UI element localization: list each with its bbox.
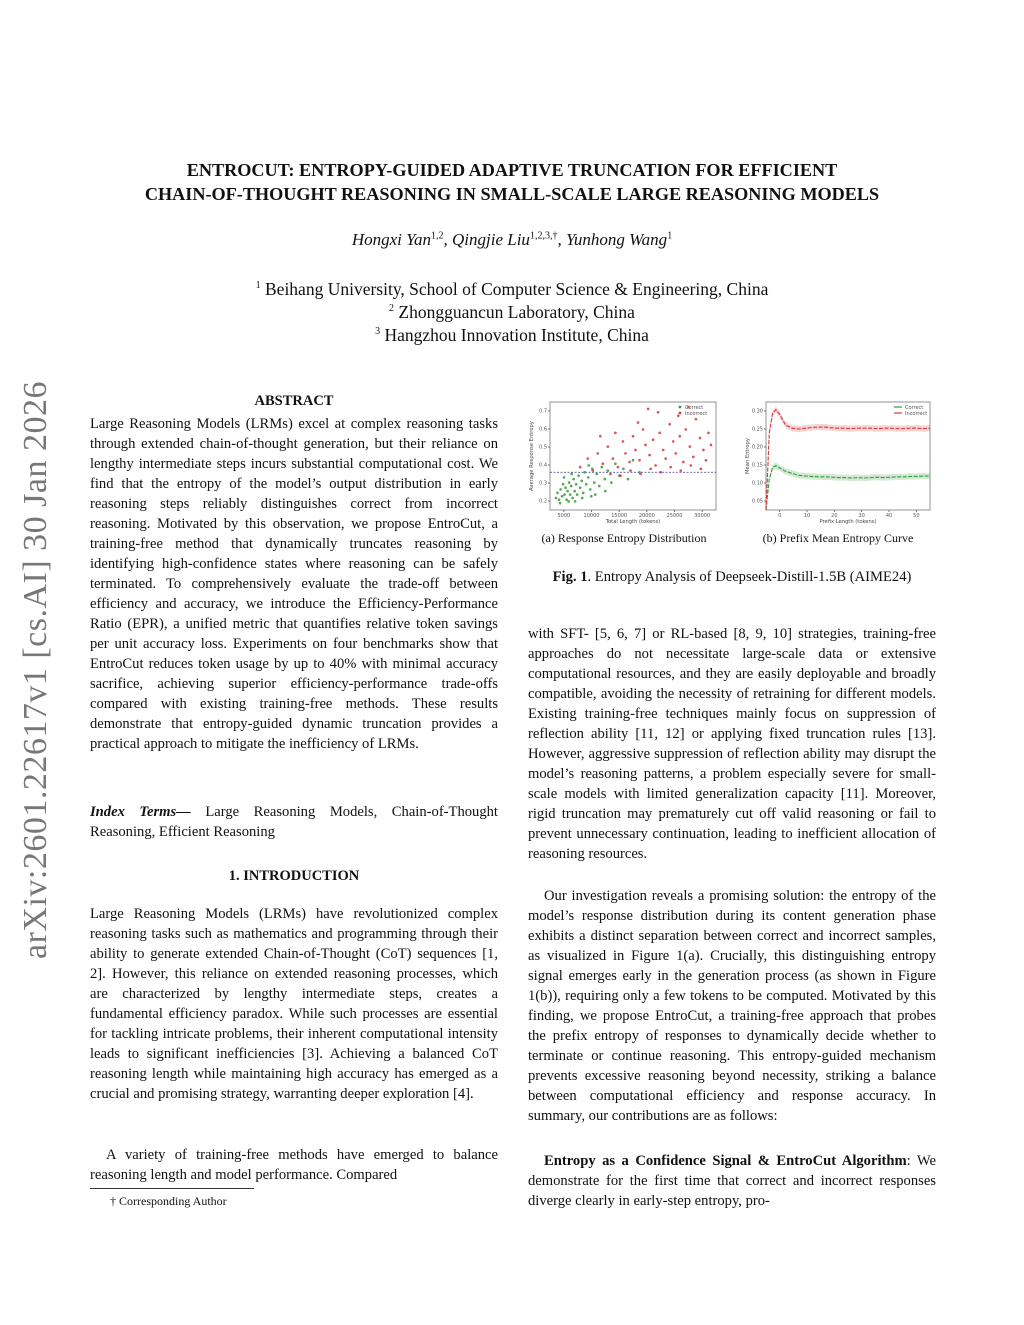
intro-paragraph-1: Large Reasoning Models (LRMs) have revolutionized complex reasoning tasks such as mathematics and programming through their ability to generate extended Chain-of-Thought (CoT) sequences [1, 2]. However, this reliance on extended reasoning processes, which are characterized by lengthy intermediate steps, creates a fundamental efficiency paradox. While such processes are essential for tackling intricate problems, their inherent computational intensity leads to significant inefficiencies [3]. Achieving a balanced CoT reasoning length while maintaining high accuracy has emerged as a crucial and promising strategy, warranting deeper exploration [4]. [90,906,498,1102]
footnote-rule [90,1188,254,1189]
y-tick-label: 0.20 [751,444,763,451]
correct-point [573,490,576,493]
incorrect-point [601,462,604,465]
y-tick-label: 0.05 [751,498,763,505]
incorrect-point [634,449,637,452]
incorrect-point [699,437,702,440]
incorrect-point [596,452,599,455]
incorrect-point [669,466,672,469]
x-axis-label: Prefix Length (tokens) [819,519,877,525]
incorrect-point [649,468,652,471]
incorrect-point [648,454,651,457]
figure-caption [528,569,936,586]
incorrect-point [642,428,645,431]
incorrect-point [684,428,687,431]
legend-label: Correct [905,404,924,411]
incorrect-point [614,432,617,435]
correct-point [574,500,577,503]
correct-point [568,481,571,484]
abstract-heading: ABSTRACT [254,393,334,409]
correct-point [575,483,578,486]
legend-label: Correct [685,404,704,411]
incorrect-point [606,445,609,448]
correct-point [579,486,582,489]
contribution-1 [528,1151,936,1211]
incorrect-point [624,452,627,455]
incorrect-point [612,457,615,460]
legend-label: Incorrect [685,410,708,417]
correct-point [581,497,584,500]
x-tick-label: 5000 [557,513,571,519]
correct-point [580,480,583,483]
y-tick-label: 0.3 [539,480,547,487]
author-name: Yunhong Wang [565,230,668,249]
correct-point [606,469,609,472]
correct-point [589,488,592,491]
y-tick-label: 0.7 [539,408,547,415]
author-separator: , [557,230,566,249]
incorrect-point [668,423,671,426]
incorrect-point [638,459,641,462]
title-line-2: CHAIN-OF-THOUGHT REASONING IN SMALL-SCALE LARGE REASONING MODELS [144,184,880,204]
correct-point [556,492,559,495]
x-tick-label: 20 [831,513,838,519]
correct-point [594,493,597,496]
affil-text: Hangzhou Innovation Institute, China [384,325,649,345]
correct-point [610,481,613,484]
correct-point [570,473,573,476]
correct-point [583,471,586,474]
correct-point [563,476,566,479]
correct-point [582,492,585,495]
incorrect-point [702,449,705,452]
correct-point [576,493,579,496]
incorrect-point [586,457,589,460]
x-axis-label: Total Length (tokens) [605,519,661,525]
incorrect-point [662,449,665,452]
legend-marker [679,412,682,415]
incorrect-band [766,404,930,513]
incorrect-point [619,474,622,477]
incorrect-point [652,438,655,441]
title-line-1: ENTROCUT: ENTROPY-GUIDED ADAPTIVE TRUNCATION FOR EFFICIENT [186,160,838,180]
incorrect-point [632,435,635,438]
y-axis-label: Mean Entropy [745,438,751,474]
author-affil-sup: 1,2,3,† [529,230,558,242]
affil-num: 2 [389,303,395,315]
incorrect-point [658,432,661,435]
correct-point [567,500,570,503]
y-tick-label: 0.5 [539,444,547,451]
footnote: † Corresponding Author [110,1194,227,1208]
incorrect-point [647,408,650,411]
correct-point [559,488,562,491]
correct-point [614,462,617,465]
incorrect-point [674,452,677,455]
incorrect-point [705,459,708,462]
author-name: Hongxi Yan [351,230,432,249]
figure-caption-label: Fig. 1 [552,569,588,585]
x-tick-label: 50 [913,513,920,519]
affiliation-item [70,278,954,301]
correct-point [627,478,630,481]
incorrect-point [679,469,682,472]
affil-text: Zhongguancun Laboratory, China [398,302,635,322]
incorrect-point [695,418,698,421]
author-separator: , [443,230,453,249]
legend-label: Incorrect [905,410,928,417]
plot-frame [550,402,716,510]
incorrect-point [617,466,620,469]
correct-point [603,478,606,481]
plot-frame [766,402,930,510]
subcaption-b: (b) Prefix Mean Entropy Curve [762,531,914,545]
x-tick-label: 20000 [638,513,655,519]
figure-1b-chart [740,398,936,526]
subcaption-a: (a) Response Entropy Distribution [541,531,707,545]
x-tick-label: 30 [858,513,865,519]
x-tick-label: 10000 [583,513,600,519]
arxiv-identifier: arXiv:2601.22617v1 [cs.AI] 30 Jan 2026 [17,380,54,960]
correct-point [555,497,558,500]
contribution-1-title: Entropy as a Confidence Signal & EntroCut Algorithm [544,1153,907,1169]
y-tick-label: 0.10 [751,480,763,487]
affil-num: 3 [375,326,381,338]
correct-point [622,468,625,471]
correct-point [587,464,590,467]
x-tick-label: 15000 [611,513,628,519]
incorrect-point [700,468,703,471]
incorrect-point [689,464,692,467]
y-tick-label: 0.6 [539,426,547,433]
line-plot [740,398,936,526]
author-affil-sup: 1 [667,230,673,242]
correct-point [585,483,588,486]
incorrect-point [622,440,625,443]
incorrect-point [692,456,695,459]
incorrect-point [639,473,642,476]
x-tick-label: 10 [803,513,811,519]
incorrect-point [672,440,675,443]
incorrect-point [678,435,681,438]
incorrect-point [579,466,582,469]
affiliation-list [70,278,954,347]
author-affil-sup: 1,2 [431,230,444,242]
correct-point [562,483,565,486]
correct-band [766,463,930,514]
incorrect-point [664,457,667,460]
contribution-1-text: : We demonstrate for the first time that correct and incorrect responses diverge clearly in early-step entropy, pro- [528,1153,936,1209]
incorrect-point [644,444,647,447]
affiliation-item [70,324,954,347]
y-axis-label: Average Response Entropy [529,421,535,491]
index-terms-label: Index Terms— [90,804,191,820]
y-tick-label: 0.30 [751,408,763,415]
figure-caption-text: . Entropy Analysis of Deepseek-Distill-1.5B (AIME24) [587,569,912,585]
correct-point [600,466,603,469]
y-tick-label: 0.25 [751,426,763,433]
incorrect-point [628,461,631,464]
affil-num: 1 [255,280,261,292]
correct-point [598,485,601,488]
incorrect-point [609,473,612,476]
right-paragraph-1: with SFT- [5, 6, 7] or RL-based [8, 9, 10] strategies, training-free approaches do not necessitate large-scale data or extensive computational resources, and they are easily deployable and broadly compatible, avoiding the necessity of retraining for different models. Existing training-free techniques mainly focus on suppression of reflection ability [11, 12] or applying fixed truncation rules [13]. However, aggressive suppression of reflection ability may disrupt the model’s reasoning patterns, a problem especially severe for small-scale models with limited generalization capacity [11]. Moreover, rigid truncation may prematurely cut off valid reasoning or fail to prevent unnecessary continuation, leading to inefficient allocation of reasoning resources. [528,626,936,862]
author-name: Qingjie Liu [452,230,530,249]
intro-heading: 1. INTRODUCTION [228,868,360,884]
incorrect-point [654,464,657,467]
right-paragraph-2: Our investigation reveals a promising solution: the entropy of the model’s response distribution during its content generation phase exhibits a distinct separation between correct and incorrect samples, as visualized in Figure 1(a). Crucially, this distinguishing entropy signal emerges early in the generation process (as shown in Figure 1(b)), requiring only a few tokens to be computed. Motivated by this finding, we propose EntroCut, a training-free approach that probes the prefix entropy of responses to dynamically decide whether to terminate or continue reasoning. This entropy-guided mechanism prevents excessive reasoning beyond necessity, striking a balance between computational efficiency and response accuracy. In summary, our contributions are as follows: [528,888,936,1124]
figure-1a-chart [528,398,720,526]
correct-point [558,498,561,501]
incorrect-point [591,469,594,472]
correct-point [570,485,573,488]
x-tick-label: 0 [778,513,782,519]
correct-point [587,476,590,479]
correct-point [577,474,580,477]
correct-point [604,490,607,493]
x-tick-label: 30000 [694,513,711,519]
incorrect-point [629,469,632,472]
y-tick-label: 0.15 [751,462,763,469]
incorrect-point [710,444,713,447]
x-tick-label: 25000 [666,513,683,519]
correct-point [564,486,567,489]
legend-marker [679,406,682,409]
incorrect-point [659,471,662,474]
scatter-plot [528,398,720,526]
affil-text: Beihang University, School of Computer Science & Engineering, China [265,279,769,299]
correct-point [561,495,564,498]
incorrect-point [657,411,660,414]
correct-point [571,497,574,500]
correct-point [563,493,566,496]
x-tick-label: 40 [885,513,893,519]
paper-title [70,158,954,206]
correct-point [572,478,575,481]
correct-point [566,490,569,493]
abstract-body: Large Reasoning Models (LRMs) excel at complex reasoning tasks through extended chain-of-thought generation, but their reliance on lengthy intermediate steps incurs substantial computational cost. We find that the entropy of the model’s output distribution in early reasoning steps reliably distinguishes correct from incorrect reasoning. Motivated by this observation, we propose EntroCut, a training-free method that dynamically truncates reasoning by identifying high-confidence states where reasoning can be safely terminated. To comprehensively evaluate the trade-off between efficiency and accuracy, we introduce the Efficiency-Performance Ratio (EPR), a unified metric that quantifies relative token savings per unit accuracy loss. Experiments on four benchmarks show that EntroCut reduces token usage by up to 40% with minimal accuracy sacrifice, achieving superior efficiency-performance trade-offs compared with existing training-free methods. These results demonstrate that entropy-guided dynamic truncation provides a practical approach to mitigate the inefficiency of LRMs. [90,416,498,752]
incorrect-point [677,414,680,417]
incorrect-point [688,445,691,448]
y-tick-label: 0.2 [539,498,547,505]
affiliation-item [70,301,954,324]
index-terms [90,802,498,842]
author-list [70,230,954,250]
incorrect-point [682,461,685,464]
correct-point [593,481,596,484]
correct-point [569,493,572,496]
incorrect-point [637,421,640,424]
correct-point [559,502,562,505]
correct-point [590,495,593,498]
intro-paragraph-2: A variety of training-free methods have emerged to balance reasoning length and model performance. Compared [90,1147,498,1183]
correct-point [595,473,598,476]
index-terms-text: Large Reasoning Models, Chain-of-Thought Reasoning, Efficient Reasoning [90,804,498,840]
y-tick-label: 0.4 [539,462,547,469]
incorrect-point [599,435,602,438]
correct-point [632,459,635,462]
incorrect-point [707,432,710,435]
